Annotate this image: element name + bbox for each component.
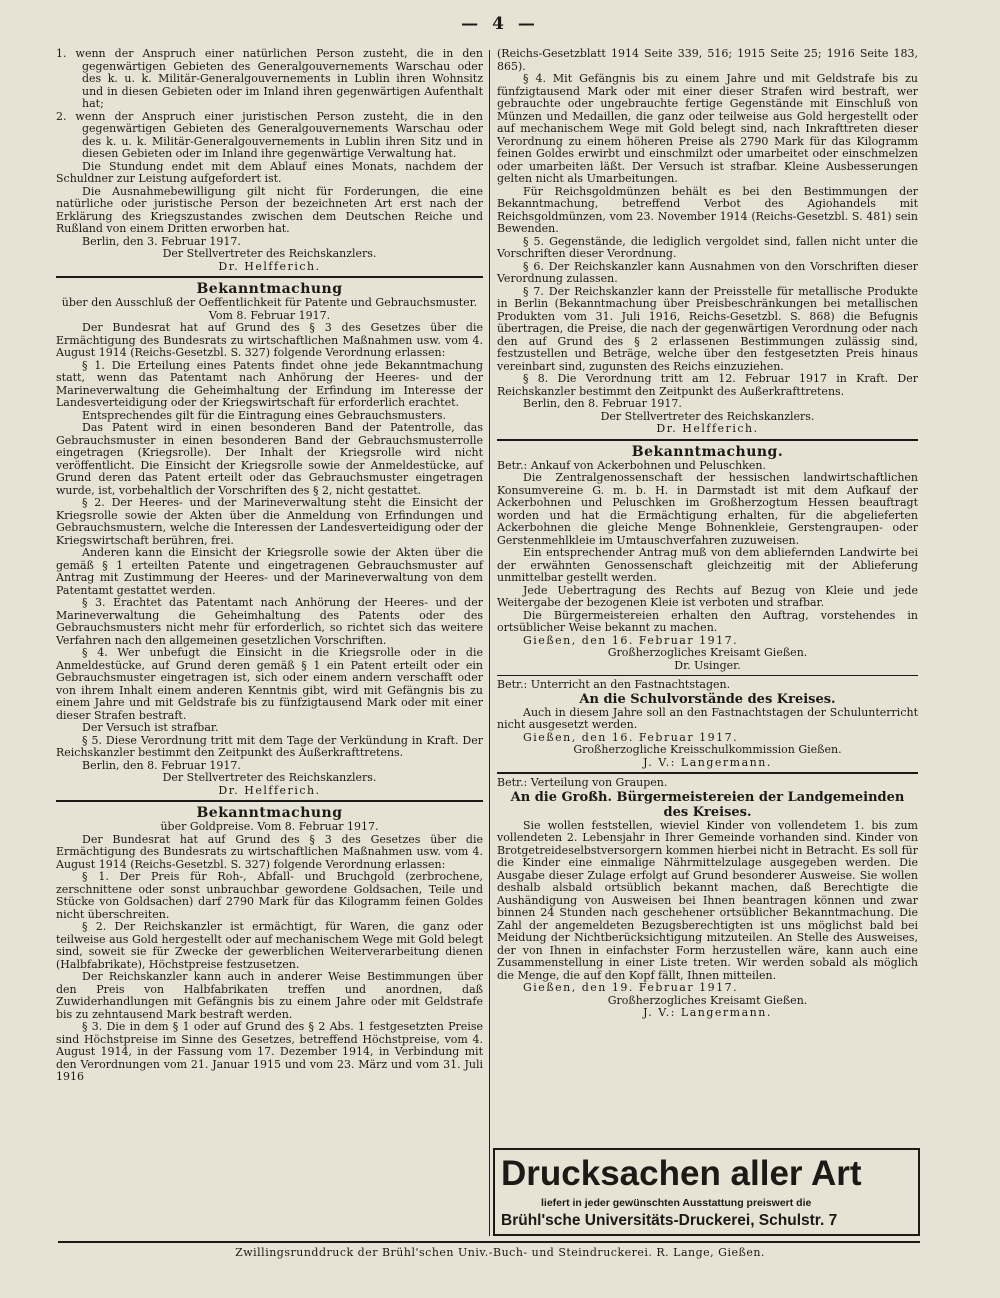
- signature-title: Der Stellvertreter des Reichskanzlers.: [162, 247, 377, 260]
- subject-line: Betr.: Verteilung von Graupen.: [497, 776, 668, 789]
- paragraph: Die Zentralgenossenschaft der hessischen landwirtschaftlichen Konsumvereine G. m. b. H. in Darmstadt ist mit dem Aufkauf der Ackerbohnen und Peluschken im Großherzogtum Hessen beauftragt worden und hat die Ermächtigung erhalten, für die abgelieferten Ackerbohnen die gleiche Menge Bohnenkleie, Gerstengraupen- oder Gerstenmehlkleie im Umtauschverfahren zuzuweisen.: [497, 471, 918, 547]
- subject-line: Betr.: Ankauf von Ackerbohnen und Peluschken.: [497, 458, 766, 472]
- paragraph: § 5. Gegenstände, die lediglich vergoldet sind, fallen nicht unter die Vorschriften dieser Verordnung.: [497, 234, 918, 260]
- paragraph: Der Reichskanzler kann auch in anderer Weise Bestimmungen über den Preis von Halbfabrikaten treffen und anordnen, daß Zuwiderhandlungen mit Gefängnis bis zu einem Jahre oder mit Geldstrafe bis zu zehntausend Mark bestraft werden.: [56, 970, 483, 1021]
- section-heading: An die Schulvorstände des Kreises.: [579, 691, 836, 707]
- divider: [497, 675, 918, 676]
- signature-title: Großherzogliches Kreisamt Gießen.: [607, 993, 808, 1007]
- right-column: [497, 48, 918, 1020]
- column-rule: [489, 50, 490, 1236]
- footer-rule: [58, 1241, 920, 1243]
- signature-name: Dr. Usinger.: [674, 658, 741, 672]
- section-heading: Bekanntmachung: [196, 805, 343, 821]
- divider: [497, 439, 918, 441]
- date-line: Gießen, den 16. Februar 1917.: [523, 633, 739, 647]
- section-subheading: über Goldpreise. Vom 8. Februar 1917.: [160, 820, 379, 833]
- paragraph: (Reichs-Gesetzblatt 1914 Seite 339, 516; 1915 Seite 25; 1916 Seite 183, 865).: [497, 47, 918, 73]
- paragraph: Für Reichsgoldmünzen behält es bei den Bestimmungen der Bekanntmachung, betreffend Verbot des Agiohandels mit Reichsgoldmünzen, vom 23. November 1914 (Reichs-Gesetzbl. S. 481) sein Bewenden.: [497, 184, 918, 235]
- date-line: Berlin, den 8. Februar 1917.: [523, 397, 682, 410]
- ad-tagline: liefert in jeder gewünschten Ausstattung preiswert die: [541, 1197, 812, 1209]
- signature-name: Dr. Helfferich.: [218, 783, 321, 797]
- page-number: — 4 —: [461, 14, 539, 34]
- paragraph: Anderen kann die Einsicht der Kriegsrolle sowie der Akten über die gemäß § 1 erteilten Patente und eingetragenen Gebrauchsmuster auf Antrag mit Zustimmung der Heeres- und der Marineverwaltung von dem Patentamt gestattet werden.: [56, 546, 483, 597]
- paragraph: Jede Uebertragung des Rechts auf Bezug von Kleie und jede Weitergabe der bezogenen Kleie ist verboten und strafbar.: [497, 583, 918, 609]
- date-line: Gießen, den 16. Februar 1917.: [523, 730, 739, 744]
- paragraph: Die Bürgermeistereien erhalten den Auftrag, vorstehendes in ortsüblicher Weise bekannt zu machen.: [497, 608, 918, 634]
- subject-line: Betr.: Unterricht an den Fastnachtstagen.: [497, 678, 731, 691]
- paragraph: § 4. Wer unbefugt die Einsicht in die Kriegsrolle oder in die Anmeldestücke, auf Grund deren gemäß § 1 ein Patent erteilt oder ein Gebrauchsmuster eingetragen ist, sich oder einem andern verschafft oder von ihrem Inhalt einem anderen Kenntnis gibt, wird mit Gefängnis bis zu einem Jahre und mit Geldstrafe bis zu fünfzigtausend Mark oder mit einer dieser Strafen bestraft.: [56, 646, 483, 722]
- paragraph: § 3. Erachtet das Patentamt nach Anhörung der Heeres- und der Marineverwaltung die Geheimhaltung des Patents oder des Gebrauchsmusters nicht mehr für erforderlich, so richtet sich das weitere Verfahren nach den allgemeinen gesetzlichen Vorschriften.: [56, 596, 483, 647]
- date-line: Berlin, den 8. Februar 1917.: [82, 758, 241, 772]
- signature-title: Der Stellvertreter des Reichskanzlers.: [600, 409, 815, 423]
- section-heading: Bekanntmachung: [196, 281, 343, 297]
- paragraph: Das Patent wird in einen besonderen Band der Patentrolle, das Gebrauchsmuster in einen besonderen Band der Gebrauchsmusterrolle eingetragen (Kriegsrolle). Der Inhalt der Kriegsrolle wird nicht veröffentlicht. Die Einsicht der Kriegsrolle sowie der Anmeldestücke, auf Grund deren das Patent erteilt oder das Gebrauchsmuster eingetragen wurde, ist, vorbehaltlich der Vorschriften des § 2, nicht gestattet.: [56, 421, 483, 497]
- signature-title: Großherzogliches Kreisamt Gießen.: [607, 646, 808, 659]
- list-item: 2. wenn der Anspruch einer juristischen Person zusteht, die in den gegenwärtigen Gebieten des Generalgouvernements Warschau oder des k. u. k. Militär-Generalgouvernements in Lublin ihren Sitz und in diesen Gebieten oder im Inland ihre gegenwärtige Verwaltung hat.: [56, 109, 483, 160]
- paragraph: § 3. Die in dem § 1 oder auf Grund des § 2 Abs. 1 festgesetzten Preise sind Höchstpreise im Sinne des Gesetzes, betreffend Höchstpreise, vom 4. August 1914, in der Fassung vom 17. Dezember 1914, in Verbindung mit den Verordnungen vom 21. Januar 1915 und vom 23. März und vom 31. Juli 1916: [56, 1020, 483, 1083]
- signature-title: Der Stellvertreter des Reichskanzlers.: [162, 771, 377, 784]
- divider: [497, 772, 918, 774]
- date-line: Gießen, den 19. Februar 1917.: [523, 981, 739, 994]
- signature-name: J. V.: Langermann.: [643, 755, 772, 769]
- paragraph: Entsprechendes gilt für die Eintragung eines Gebrauchsmusters.: [82, 408, 446, 422]
- paragraph: § 5. Diese Verordnung tritt mit dem Tage der Verkündung in Kraft. Der Reichskanzler bestimmt den Zeitpunkt des Außerkrafttretens.: [56, 733, 483, 759]
- signature-name: Dr. Helfferich.: [656, 422, 759, 435]
- ad-address: Brühl'sche Universitäts-Druckerei, Schulstr. 7: [501, 1212, 838, 1229]
- paragraph: § 6. Der Reichskanzler kann Ausnahmen von den Vorschriften dieser Verordnung zulassen.: [497, 259, 918, 285]
- paragraph: Der Bundesrat hat auf Grund des § 3 des Gesetzes über die Ermächtigung des Bundesrats zu wirtschaftlichen Maßnahmen usw. vom 4. August 1914 (Reichs-Gesetzbl. S. 327) folgende Verordnung erlassen:: [56, 321, 483, 359]
- paragraph: § 1. Der Preis für Roh-, Abfall- und Bruchgold (zerbrochene, zerschnittene oder sonst unbrauchbar gewordene Goldsachen, Teile und Stücke von Goldsachen) darf 2790 Mark für das Kilogramm feinen Goldes nicht überschreiten.: [56, 870, 483, 921]
- section-subheading: über den Ausschluß der Oeffentlichkeit für Patente und Gebrauchsmuster. Vom 8. Februar 1917.: [61, 296, 478, 322]
- paragraph: § 2. Der Reichskanzler ist ermächtigt, für Waren, die ganz oder teilweise aus Gold hergestellt oder auf mechanischem Wege mit Gold belegt sind, soweit sie für Zwecke der gewerblichen Weiterverarbeitung dienen (Halbfabrikate), Höchstpreise festzusetzen.: [56, 920, 483, 971]
- paragraph: Ein entsprechender Antrag muß von dem abliefernden Landwirte bei der erwähnten Genossenschaft gleichzeitig mit der Ablieferung unmittelbar gestellt werden.: [497, 546, 918, 584]
- paragraph: § 7. Der Reichskanzler kann der Preisstelle für metallische Produkte in Berlin (Bekanntmachung über Preisbeschränkungen bei metallischen Produkten vom 31. Juli 1916, Reichs-Gesetzbl. S. 868) die Befugnis übertragen, die Preise, die nach der gegenwärtigen Verordnung oder nach den auf Grund des § 2 erlassenen Bestimmungen zulässig sind, festzustellen und Beträge, welche über den festgesetzten Preis hinaus vereinbart sind, zugunsten des Reichs einzuziehen.: [497, 284, 918, 373]
- section-heading: An die Großh. Bürgermeistereien der Landgemeinden des Kreises.: [510, 789, 905, 820]
- paragraph: § 1. Die Erteilung eines Patents findet ohne jede Bekanntmachung statt, wenn das Patentamt nach Anhörung der Heeres- und der Marineverwaltung die Geheimhaltung der Erfindung im Interesse der Landesverteidigung oder der Kriegswirtschaft für erforderlich erachtet.: [56, 358, 483, 409]
- paragraph: Sie wollen feststellen, wieviel Kinder von vollendetem 1. bis zum vollendeten 2. Lebensjahr in Ihrer Gemeinde vorhanden sind. Kinder von Brotgetreideselbstversorgern kommen hierbei nicht in Betracht. Es soll für die Kinder eine einmalige Nährmittelzulage ausgegeben werden. Die Ausgabe dieser Zulage erfolgt auf Grund besonderer Ausweise. Sie wollen deshalb alsbald ortsüblich bekannt machen, daß Berechtigte die Aushändigung von Ausweisen bei Ihnen beantragen können und zwar binnen 24 Stunden nach geschehener ortsüblicher Bekanntmachung. Die Zahl der angemeldeten Bezugsberechtigten ist uns möglichst bald bei Meidung der Nichtberücksichtigung mitzuteilen. An Stelle des Ausweises, der von Ihnen in einfachster Form herzustellen wäre, kann auch eine Zusammenstellung in einer Liste treten. Wir werden sobald als möglich die Menge, die auf den Kopf fällt, Ihnen mitteilen.: [497, 818, 918, 982]
- list-item: 1. wenn der Anspruch einer natürlichen Person zusteht, die in den gegenwärtigen Gebieten des Generalgouvernements Warschau oder des k. u. k. Militär-Generalgouvernements in Lublin ihren Wohnsitz und in diesen Gebieten oder im Inland ihren gegenwärtigen Aufenthalt hat;: [56, 47, 483, 110]
- ad-headline: Drucksachen aller Art: [501, 1154, 862, 1193]
- paragraph: Der Versuch ist strafbar.: [82, 721, 219, 734]
- print-shop-advertisement: [493, 1148, 920, 1236]
- divider: [56, 276, 483, 278]
- paragraph: § 4. Mit Gefängnis bis zu einem Jahre und mit Geldstrafe bis zu fünfzigtausend Mark oder mit einer dieser Strafen wird bestraft, wer gebrauchte oder ungebrauchte fertige Gegenstände mit Einschluß von Münzen und Medaillen, die ganz oder teilweise aus Gold hergestellt oder auf mechanischem Wege mit Gold belegt sind, nach Inkrafttreten dieser Verordnung zu einem höheren Preise als 2790 Mark für das Kilogramm feinen Goldes erwirbt und einschmilzt oder umarbeitet oder einschmelzen oder umarbeiten läßt. Der Versuch ist strafbar. Kleine Ausbesserungen gelten nicht als Umarbeitungen.: [497, 72, 918, 185]
- left-column: [56, 48, 483, 1084]
- signature-name: J. V.: Langermann.: [643, 1006, 772, 1019]
- printer-imprint: Zwillingsrunddruck der Brühl'schen Univ.-Buch- und Steindruckerei. R. Lange, Gießen.: [235, 1246, 765, 1259]
- section-heading: Bekanntmachung.: [631, 443, 784, 460]
- divider: [56, 800, 483, 802]
- signature-title: Großherzogliche Kreisschulkommission Gießen.: [573, 743, 842, 756]
- signature-name: Dr. Helfferich.: [218, 259, 321, 273]
- paragraph: Die Stundung endet mit dem Ablauf eines Monats, nachdem der Schuldner zur Leistung aufgefordert ist.: [56, 159, 483, 185]
- paragraph: § 8. Die Verordnung tritt am 12. Februar 1917 in Kraft. Der Reichskanzler bestimmt den Zeitpunkt des Außerkrafttretens.: [497, 372, 918, 398]
- paragraph: Die Ausnahmebewilligung gilt nicht für Forderungen, die eine natürliche oder juristische Person der bezeichneten Art erst nach der Erklärung des Kriegszustandes zwischen dem Deutschen Reiche und Rußland von einem Dritten erworben hat.: [56, 184, 483, 235]
- paragraph: Der Bundesrat hat auf Grund des § 3 des Gesetzes über die Ermächtigung des Bundesrats zu wirtschaftlichen Maßnahmen usw. vom 4. August 1914 (Reichs-Gesetzbl. S. 327) folgende Verordnung erlassen:: [56, 832, 483, 871]
- paragraph: § 2. Der Heeres- und der Marineverwaltung steht die Einsicht der Kriegsrolle sowie der Akten über die Anmeldung von Erfindungen und Gebrauchsmustern, welche die Interessen der Landesverteidigung oder der Kriegswirtschaft berühren, frei.: [56, 496, 483, 547]
- paragraph: Auch in diesem Jahre soll an den Fastnachtstagen der Schulunterricht nicht ausgesetzt werden.: [497, 705, 918, 731]
- date-line: Berlin, den 3. Februar 1917.: [82, 234, 241, 248]
